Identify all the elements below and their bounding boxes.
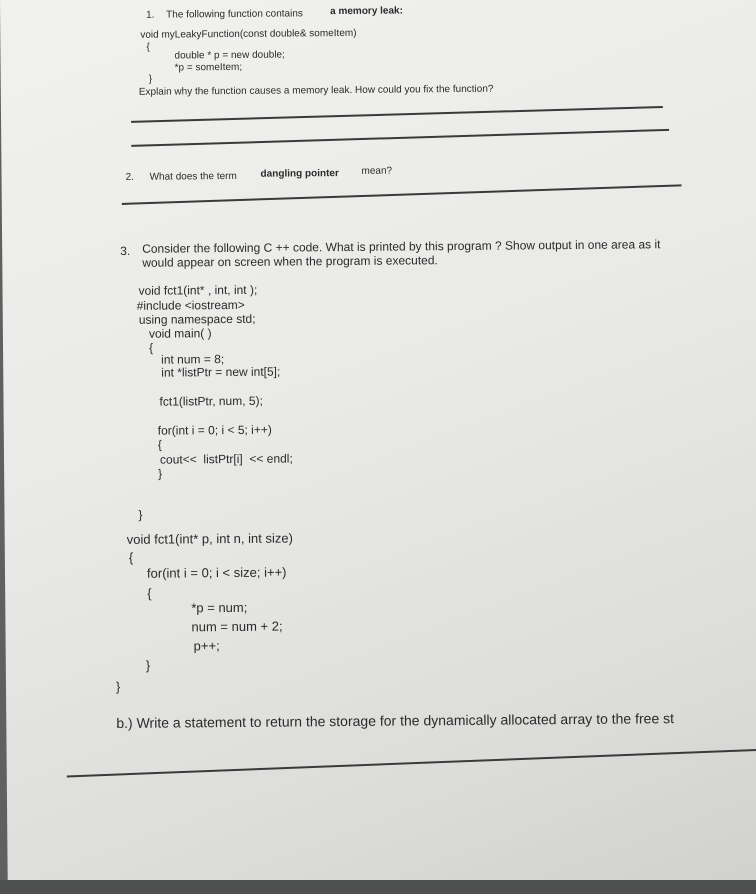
q3-number: 3. [120,243,131,258]
q1-code-line: void myLeakyFunction(const double& someItem) [140,27,357,41]
q3-code-line: { [148,340,154,355]
q1-number: 1. [146,9,155,21]
q2-prompt-before: What does the term [149,170,237,183]
q3-code-line: #include <iostream> [136,297,245,313]
q3-code-line: num = num + 2; [191,618,283,635]
q3-code-line: { [128,549,134,565]
q1-prompt: The following function contains [166,8,303,21]
q3-code-line: for(int i = 0; i < 5; i++) [157,422,272,438]
q3-code-line: } [145,657,151,673]
q3-line1: Consider the following C ++ code. What is printed by this program ? Show output in one area as it [142,237,661,256]
q3-code-line: *p = num; [191,599,248,616]
q2-emphasis: dangling pointer [260,168,339,180]
q3-code-line: cout<< listPtr[i] << endl; [159,451,293,467]
q2-prompt-after: mean? [361,165,393,177]
q1-code-line: *p = someItem; [174,61,243,74]
q3-code-line: } [158,466,163,481]
q1-code-line: double * p = new double; [174,49,285,62]
q3-code-line: p++; [193,638,220,654]
answer-line [122,184,682,204]
q1-question: Explain why the function causes a memory leak. How could you fix the function? [138,83,494,98]
q3-code-line: void fct1(int* p, int n, int size) [126,530,293,547]
q3-code-line: } [115,678,121,695]
answer-line [67,749,756,777]
q3-code-line: { [157,437,162,452]
q1-code-line: } [148,73,153,85]
q3-code-line: for(int i = 0; i < size; i++) [146,564,287,581]
q3-code-line: using namespace std; [138,311,256,327]
q2-number: 2. [125,171,134,183]
q3-code-line: void fct1(int* , int, int ); [138,282,258,298]
q3-code-line: } [138,507,143,522]
answer-line [131,106,663,122]
answer-line [131,129,669,147]
q3-part-b: b.) Write a statement to return the storage for the dynamically allocated array to the free st [116,710,675,732]
q3-code-line: void main( ) [148,326,212,341]
q1-code-line: { [146,41,150,53]
q3-code-line: fct1(listPtr, num, 5); [159,393,263,409]
q1-emphasis: a memory leak: [330,5,403,18]
q3-code-line: int *listPtr = new int[5]; [161,364,281,380]
desk-edge [0,880,756,894]
q3-code-line: int num = 8; [161,352,225,367]
q3-code-line: { [147,585,152,601]
q3-line2: would appear on screen when the program is executed. [142,253,438,270]
